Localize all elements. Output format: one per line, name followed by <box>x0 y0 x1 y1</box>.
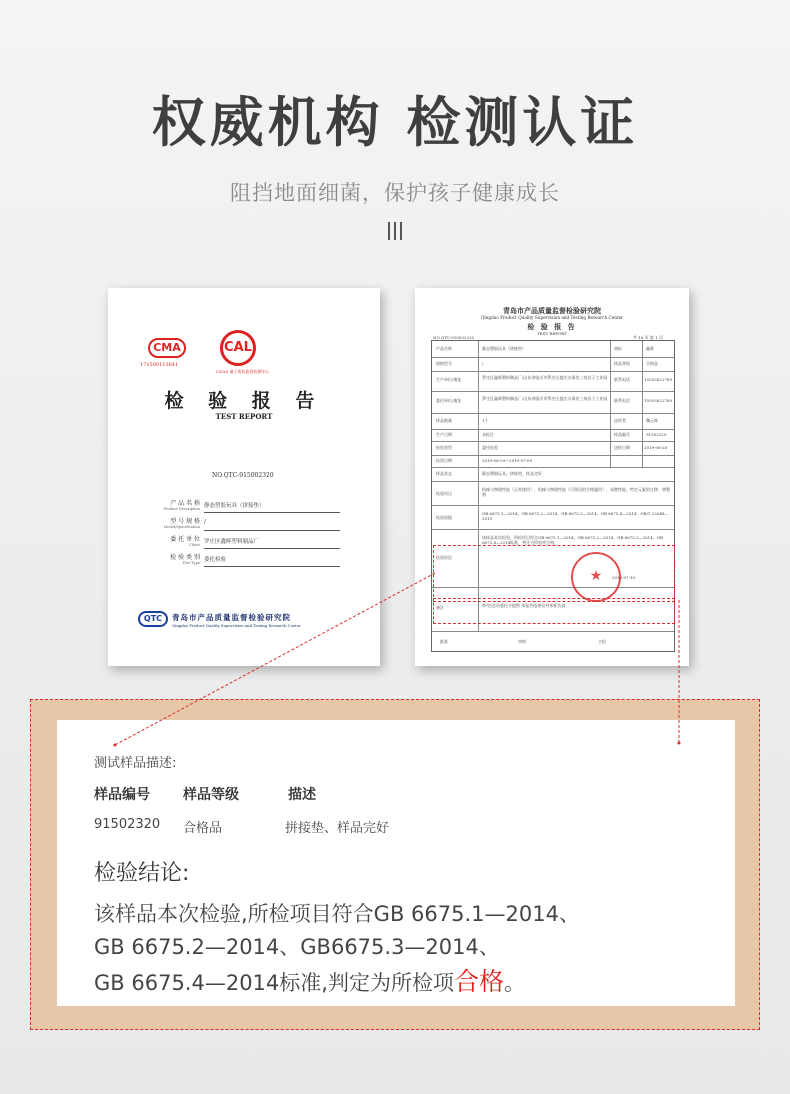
row-value: 静态塑胶玩具（拼接垫） <box>482 346 526 351</box>
row-label: 产品名称 <box>436 346 452 351</box>
field-value: / <box>204 519 340 531</box>
header-sample-grade: 样品等级 <box>183 787 239 803</box>
cell-sample-grade: 合格品 <box>183 821 223 836</box>
row-label: 检验项目 <box>436 491 452 496</box>
row-value: 合格品 <box>646 361 658 366</box>
qtc-logo: QTC <box>138 611 168 627</box>
row-label: 联系电话 <box>614 377 630 382</box>
row-value: 带*信息由委托方提供 本报告结果仅对来样负责 <box>482 603 566 608</box>
row-value: 该样品本次检验，所检项目符合GB 6675.1—2014、GB 6675.2—2014、GB 6675.3—2014、GB 6675.4—2014标准，判定为所检项合格。 <box>482 535 663 545</box>
sample-desc-label: 测试样品描述: <box>94 756 177 771</box>
field-label-en: Model/Specification <box>163 525 200 529</box>
field-value: 罗庄区鑫晖塑料制品厂 <box>204 537 340 549</box>
row-label: 生产日期 <box>436 432 452 437</box>
row-value: 1个 <box>482 418 489 423</box>
report-number: NO.QTC-915002320 <box>212 472 274 479</box>
conclusion-line-3 <box>94 962 525 998</box>
row-value: 15053822789 <box>644 398 672 403</box>
report-page-number: NO.QTC-915002320 <box>433 335 475 340</box>
row-label: 检验类型 <box>436 445 452 450</box>
field-value: 静态塑胶玩具（拼接垫） <box>204 501 340 513</box>
cell-description: 拼接垫、样品完好 <box>285 821 390 836</box>
row-label: 检验日期 <box>436 458 452 463</box>
cal-logo: CAL <box>220 330 256 366</box>
row-value: GB 6675.1—2014、GB 6675.2—2014、GB 6675.3—2014、GB 6675.4—2014、GB/T 22048—2015 <box>482 511 669 521</box>
conclusion-end: 。 <box>503 971 525 995</box>
issue-date: 2019-07-10 <box>612 575 636 580</box>
row-value: 静态塑胶玩具，拼接垫，样品完好 <box>482 471 542 476</box>
org-name: 青岛市产品质量监督检验研究院 <box>172 613 291 622</box>
row-label: 商标 <box>614 346 622 351</box>
row-label: 送样者 <box>614 418 626 423</box>
row-label: 样品数量 <box>436 418 452 423</box>
report-title-en: TEST REPORT <box>215 412 273 421</box>
cell-sample-no: 91502320 <box>94 817 161 832</box>
field-label-en: Product Description <box>163 507 200 511</box>
report-title: 检 验 报 告 <box>164 390 324 412</box>
field-label-en: Test Type <box>182 561 200 565</box>
row-value: 2019-06-28 <box>644 445 668 450</box>
row-value: / <box>482 361 484 366</box>
cal-caption: CNAS 量子质检监督检测中心 <box>216 369 270 374</box>
field-label-en: Client <box>189 543 200 547</box>
row-value: 委托检验 <box>482 445 498 450</box>
field-label: 检 验 类 别 <box>170 554 200 561</box>
report-page-info: 共 16 页 第 1 页 <box>633 335 663 340</box>
row-value: 罗庄区鑫晖塑料制品厂/山东省临沂市罗庄区盛庄办事处三岗店子工业园 <box>482 396 608 401</box>
cma-number: 171500113641 <box>140 362 179 368</box>
row-label: 委托单位/地址 <box>436 398 462 403</box>
row-label: 联系电话 <box>614 398 630 403</box>
report-org-name: 青岛市产品质量监督检验研究院 <box>503 306 601 315</box>
row-label: 样品编号 <box>614 432 630 437</box>
conclusion-line-3-text: GB 6675.4—2014标准,判定为所检项 <box>94 971 454 995</box>
header-description: 描述 <box>288 787 316 803</box>
tested-label: 主检 <box>598 639 606 644</box>
row-label: 生产单位/地址 <box>436 377 462 382</box>
official-stamp-icon: ★ <box>571 552 621 602</box>
approved-label: 批准 <box>440 639 448 644</box>
row-value: 机械与物理性能（正常使用）、机械与物理性能（可预见的合理滥用）、易燃性能、特定元素的迁移、增塑剂 <box>482 487 670 497</box>
row-value: 91502320 <box>646 432 667 437</box>
cma-logo: CMA <box>148 338 186 358</box>
row-label: 样品等级 <box>614 361 630 366</box>
conclusion-line-1: 该样品本次检验,所检项目符合GB 6675.1—2014、 <box>94 902 580 926</box>
row-label: 检验依据 <box>436 515 452 520</box>
row-label: 送样日期 <box>614 445 630 450</box>
row-label: 备注 <box>436 605 444 610</box>
conclusion-pass-highlight: 合格 <box>453 967 504 996</box>
row-value: 鑫晖 <box>646 346 654 351</box>
report-page-title: 检 验 报 告 <box>527 322 577 331</box>
row-value: 魏元辉 <box>646 418 658 423</box>
header-sample-no: 样品编号 <box>94 787 150 803</box>
row-value: 15053822789 <box>644 377 672 382</box>
page-subtitle: 阻挡地面细菌，保护孩子健康成长 <box>230 181 560 205</box>
conclusion-title: 检验结论: <box>94 861 190 886</box>
verified-label: 审核 <box>518 639 526 644</box>
row-label: 规格型号 <box>436 361 452 366</box>
row-value: 罗庄区鑫晖塑料制品厂/山东省临沂市罗庄区盛庄办事处三岗店子工业园 <box>482 375 608 380</box>
conclusion-line-2: GB 6675.2—2014、GB6675.3—2014、 <box>94 935 500 959</box>
field-label: 产 品 名 称 <box>170 500 200 507</box>
org-name-en: Qingdao Product Quality Supervision and Testing Research Center <box>172 623 301 628</box>
field-label: 委 托 单 位 <box>170 536 200 543</box>
page-title: 权威机构 检测认证 <box>151 91 639 154</box>
row-value: 2019-06-29～2019-07-09 <box>482 458 533 463</box>
report-page-title-en: TEST REPORT <box>537 331 567 336</box>
field-value: 委托检验 <box>204 555 340 567</box>
row-label: 检验结论 <box>436 555 452 560</box>
report-org-name-en: Qingdao Product Quality Supervision and Testing Research Center <box>480 315 624 320</box>
row-value: 未标注 <box>482 432 494 437</box>
row-label: 样品状态 <box>436 471 452 476</box>
field-label: 型 号 规 格 <box>170 518 200 525</box>
